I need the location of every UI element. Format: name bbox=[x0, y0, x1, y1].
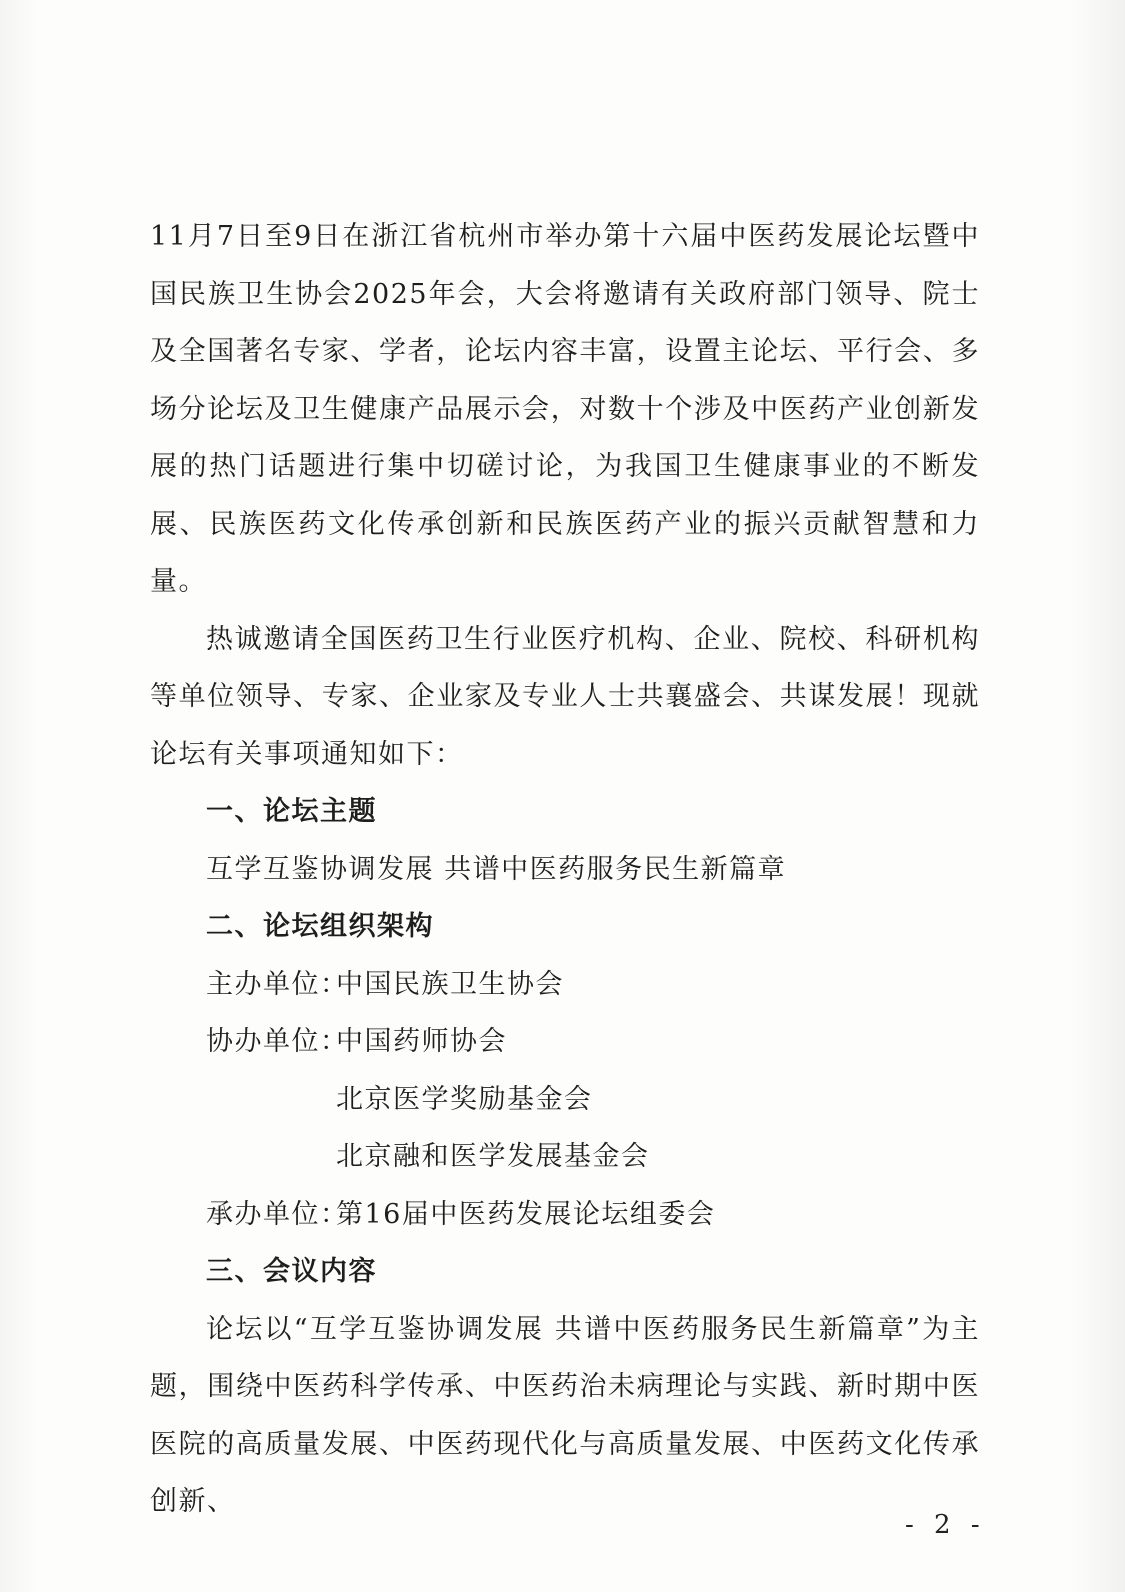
co-organizer-label: 协办单位： bbox=[206, 1026, 349, 1057]
host-label: 主办单位： bbox=[206, 968, 349, 1000]
content-paragraph: 论坛以“互学互鉴协调发展 共谱中医药服务民生新篇章”为主题，围绕中医药科学传承、中医药治未病理论与实践、新时期中医医院的高质量发展、中医药现代化与高质量发展、中医药文化传承创新、 bbox=[150, 1313, 980, 1517]
section-heading-theme: 一、论坛主题 bbox=[206, 796, 377, 827]
undertaker-label: 承办单位： bbox=[206, 1198, 349, 1230]
co-organizer-list bbox=[336, 1013, 650, 1186]
co-organizer-name: 中国药师协会 bbox=[336, 1026, 507, 1057]
undertaker-name: 第16届中医药发展论坛组委会 bbox=[336, 1198, 716, 1230]
invitation-paragraph: 热诚邀请全国医药卫生行业医疗机构、企业、院校、科研机构等单位领导、专家、企业家及专业人士共襄盛会、共谋发展！现就论坛有关事项通知如下： bbox=[150, 623, 980, 770]
host-row bbox=[150, 956, 980, 1014]
document-body bbox=[150, 208, 980, 1531]
section-heading-organization: 二、论坛组织架构 bbox=[206, 911, 434, 942]
co-organizer-row bbox=[150, 1013, 980, 1186]
page-number: - 2 - bbox=[905, 1510, 986, 1540]
forum-theme-text: 互学互鉴协调发展 共谱中医药服务民生新篇章 bbox=[206, 853, 787, 885]
section-heading-content: 三、会议内容 bbox=[206, 1256, 377, 1287]
undertaker-row bbox=[150, 1186, 980, 1244]
co-organizer-name: 北京医学奖励基金会 bbox=[336, 1083, 593, 1115]
host-name: 中国民族卫生协会 bbox=[336, 968, 564, 1000]
co-organizer-name: 北京融和医学发展基金会 bbox=[336, 1141, 650, 1172]
intro-paragraph: 11月7日至9日在浙江省杭州市举办第十六届中医药发展论坛暨中国民族卫生协会2025年会，大会将邀请有关政府部门领导、院士及全国著名专家、学者，论坛内容丰富，设置主论坛、平行会、多场分论坛及卫生健康产品展示会，对数十个涉及中医药产业创新发展的热门话题进行集中切磋讨论，为我国卫生健康事业的不断发展、民族医药文化传承创新和民族医药产业的振兴贡献智慧和力量。 bbox=[150, 221, 980, 597]
